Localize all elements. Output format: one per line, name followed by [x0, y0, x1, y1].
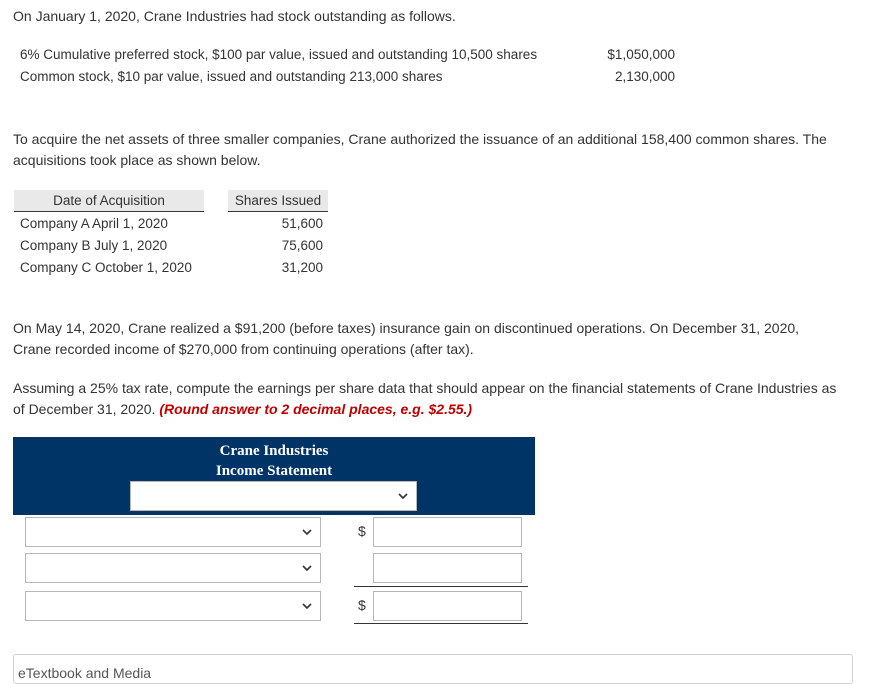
may-line-2: Crane recorded income of $270,000 from continuing operations (after tax).: [13, 341, 474, 357]
assumption-line-1: Assuming a 25% tax rate, compute the earnings per share data that should appear on the financial statements of Crane Industries as: [13, 380, 837, 396]
chevron-down-icon: [398, 491, 408, 501]
preferred-stock-value: $1,050,000: [607, 47, 675, 62]
line-item-select[interactable]: [25, 591, 321, 621]
preferred-stock-desc: 6% Cumulative preferred stock, $100 par value, issued and outstanding 10,500 shares: [20, 47, 538, 62]
chevron-down-icon: [302, 563, 312, 573]
amount-input[interactable]: [373, 553, 522, 583]
assumption-line-2: [13, 399, 836, 420]
line-item-select[interactable]: [25, 553, 321, 583]
shares-column-header: Shares Issued: [228, 190, 328, 212]
may-line-1: On May 14, 2020, Crane realized a $91,200 (before taxes) insurance gain on discontinued operations. On December 31, 2020,: [13, 320, 800, 336]
acquisition-paragraph: [13, 129, 827, 171]
chevron-down-icon: [302, 527, 312, 537]
etextbook-label: eTextbook and Media: [18, 665, 152, 681]
assumption-paragraph: [13, 378, 836, 420]
total-rule: [354, 623, 528, 624]
acquisition-line-1: To acquire the net assets of three smaller companies, Crane authorized the issuance of an additional 158,400 common shares. The: [13, 131, 827, 147]
statement-header: [13, 437, 535, 515]
acq-row-label: Company C October 1, 2020: [20, 260, 192, 275]
amount-input[interactable]: [373, 591, 522, 621]
line-item-select[interactable]: [25, 517, 321, 547]
dollar-sign: $: [358, 597, 366, 613]
date-column-header: Date of Acquisition: [14, 190, 204, 212]
chevron-down-icon: [302, 601, 312, 611]
amount-input[interactable]: [373, 517, 522, 547]
acquisition-line-2: acquisitions took place as shown below.: [13, 152, 261, 168]
rounding-instruction: (Round answer to 2 decimal places, e.g. $2.55.): [159, 401, 473, 417]
subtotal-rule: [354, 586, 528, 587]
common-stock-desc: Common stock, $10 par value, issued and outstanding 213,000 shares: [20, 69, 443, 84]
assumption-line-2-text: of December 31, 2020.: [13, 401, 156, 417]
statement-title: Income Statement: [215, 463, 333, 479]
may-paragraph: [13, 318, 799, 360]
period-select[interactable]: [130, 481, 417, 511]
common-stock-value: 2,130,000: [614, 69, 675, 84]
acq-row-label: Company A April 1, 2020: [20, 216, 168, 231]
dollar-sign: $: [358, 523, 366, 539]
etextbook-panel[interactable]: [13, 654, 853, 684]
acq-row-label: Company B July 1, 2020: [20, 238, 168, 253]
intro-text: On January 1, 2020, Crane Industries had stock outstanding as follows.: [13, 8, 456, 24]
acq-row-shares: 31,200: [281, 260, 323, 275]
statement-company: Crane Industries: [219, 443, 329, 459]
acq-row-shares: 75,600: [281, 238, 323, 253]
acq-row-shares: 51,600: [281, 216, 323, 231]
